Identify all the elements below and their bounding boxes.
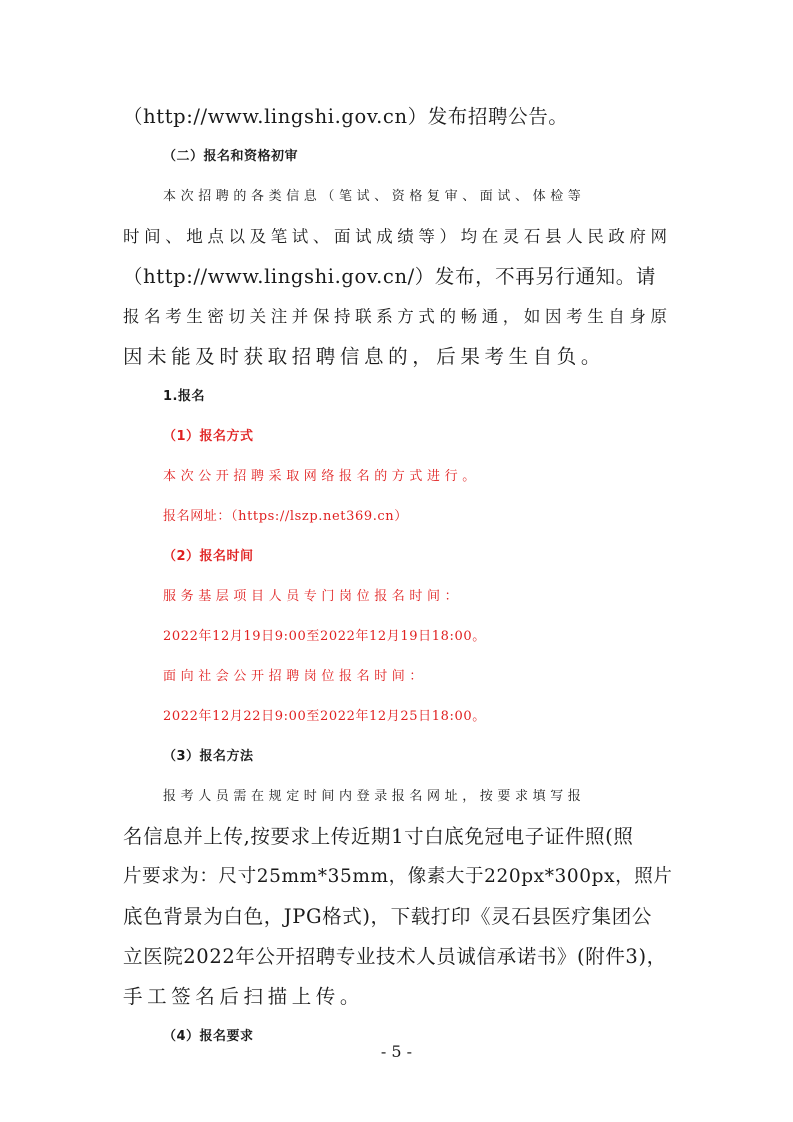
subsection-1-heading: 1.报名 (163, 389, 205, 404)
time-label-1: 服务基层项目人员专门岗位报名时间： (163, 589, 463, 604)
info-para-line-5: 因未能及时获取招聘信息的，后果考生自负。 (123, 345, 606, 368)
procedure-para-line-6: 手工签名后扫描上传。 (123, 985, 365, 1008)
info-para-line-3: （http://www.lingshi.gov.cn/）发布，不再另行通知。请 (123, 265, 656, 288)
info-para-line-4: 报名考生密切关注并保持联系方式的畅通，如因考生自身原 (123, 307, 672, 326)
procedure-para-line-3: 片要求为：尺寸25mm*35mm，像素大于220px*300px，照片 (123, 866, 673, 887)
method-heading: （1）报名方式 (163, 429, 254, 444)
time-label-2: 面向社会公开招聘岗位报名时间： (163, 669, 428, 684)
url-notice-line: （http://www.lingshi.gov.cn）发布招聘公告。 (123, 105, 569, 128)
time-range-2: 2022年12月22日9:00至2022年12月25日18:00。 (163, 709, 486, 724)
section-2-heading: （二）报名和资格初审 (163, 149, 299, 164)
procedure-heading: （3）报名方法 (163, 749, 254, 764)
time-range-1: 2022年12月19日9:00至2022年12月19日18:00。 (163, 629, 486, 644)
procedure-para-line-4: 底色背景为白色，JPG格式)，下载打印《灵石县医疗集团公 (123, 905, 652, 928)
info-para-line-2: 时间、地点以及笔试、面试成绩等）均在灵石县人民政府网 (123, 227, 672, 246)
time-heading: （2）报名时间 (163, 549, 254, 564)
info-para-line-1: 本次招聘的各类信息（笔试、资格复审、面试、体检等 (163, 189, 586, 204)
method-text: 本次公开招聘采取网络报名的方式进行。 (163, 469, 480, 484)
procedure-para-line-2: 名信息并上传,按要求上传近期1寸白底免冠电子证件照(照 (123, 825, 634, 848)
requirements-heading: （4）报名要求 (163, 1029, 254, 1044)
page-number: - 5 - (380, 1042, 413, 1061)
procedure-para-line-1: 报考人员需在规定时间内登录报名网址，按要求填写报 (163, 789, 586, 804)
website-text: 报名网址：（https://lszp.net369.cn） (163, 509, 408, 524)
procedure-para-line-5: 立医院2022年公开招聘专业技术人员诚信承诺书》(附件3)， (123, 945, 667, 968)
